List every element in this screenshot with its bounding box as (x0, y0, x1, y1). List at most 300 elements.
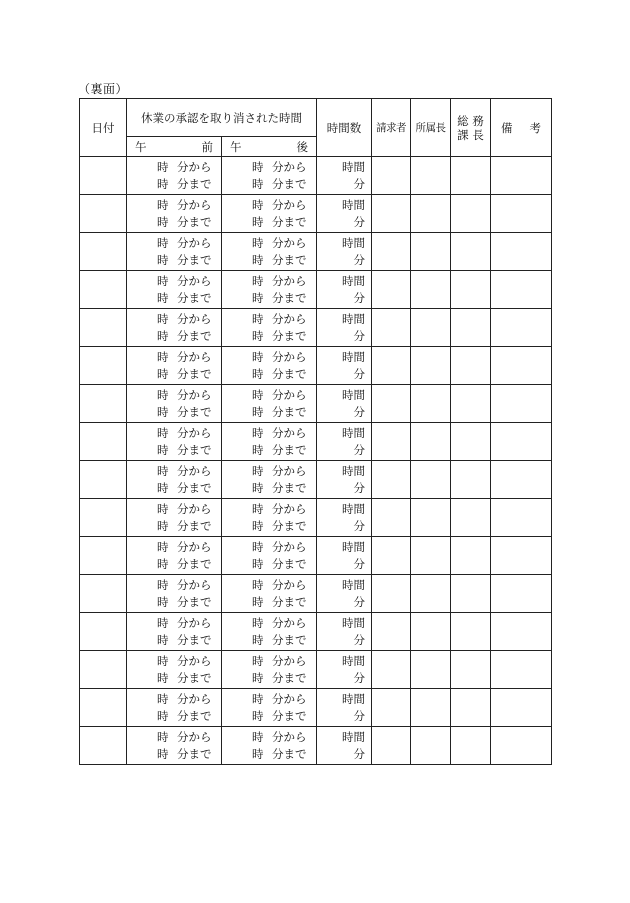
pm-from-label: 分から (272, 615, 307, 630)
remarks-cell[interactable] (491, 613, 552, 651)
table-row (80, 461, 552, 499)
am-from-line (157, 691, 221, 708)
header-am-char2: 前 (201, 139, 213, 154)
date-cell[interactable] (80, 233, 127, 271)
general-affairs-stamp-cell[interactable] (451, 575, 491, 613)
pm-until-line (252, 290, 316, 307)
pm-until-label: 分まで (272, 480, 307, 495)
hours-count-cell[interactable] (317, 195, 372, 233)
date-cell[interactable] (80, 195, 127, 233)
remarks-cell[interactable] (491, 385, 552, 423)
am-from-line (157, 197, 221, 214)
department-head-stamp-cell[interactable] (411, 613, 451, 651)
department-head-stamp-cell[interactable] (411, 195, 451, 233)
general-affairs-stamp-cell[interactable] (451, 157, 491, 195)
am-from-line (157, 349, 221, 366)
pm-until-hour: 時 (252, 518, 264, 533)
pm-time-cell[interactable] (222, 157, 317, 195)
am-until-label: 分まで (177, 518, 212, 533)
pm-until-label: 分まで (272, 404, 307, 419)
pm-until-hour: 時 (252, 746, 264, 761)
header-department-head: 所属長 (411, 99, 451, 157)
pm-time-cell[interactable] (222, 423, 317, 461)
am-time-cell[interactable] (127, 309, 222, 347)
pm-from-label: 分から (272, 235, 307, 250)
pm-time-cell[interactable] (222, 727, 317, 765)
pm-time-cell[interactable] (222, 233, 317, 271)
am-until-hour: 時 (157, 708, 169, 723)
header-pm-char2: 後 (296, 139, 308, 154)
date-cell[interactable] (80, 499, 127, 537)
requester-stamp-cell[interactable] (372, 499, 411, 537)
department-head-stamp-cell[interactable] (411, 347, 451, 385)
hours-label: 時間 (342, 159, 365, 174)
department-head-stamp-cell[interactable] (411, 157, 451, 195)
date-cell[interactable] (80, 423, 127, 461)
pm-until-label: 分まで (272, 518, 307, 533)
pm-from-hour: 時 (252, 615, 264, 630)
am-from-hour: 時 (157, 729, 169, 744)
pm-from-line (252, 311, 316, 328)
hours-label: 時間 (342, 387, 365, 402)
am-time-cell[interactable] (127, 195, 222, 233)
am-from-label: 分から (177, 653, 212, 668)
requester-stamp-cell[interactable] (372, 233, 411, 271)
table-row (80, 689, 552, 727)
requester-stamp-cell[interactable] (372, 271, 411, 309)
hours-count-cell[interactable] (317, 309, 372, 347)
department-head-stamp-cell[interactable] (411, 651, 451, 689)
pm-time-cell[interactable] (222, 271, 317, 309)
department-head-stamp-cell[interactable] (411, 385, 451, 423)
general-affairs-stamp-cell[interactable] (451, 347, 491, 385)
date-cell[interactable] (80, 385, 127, 423)
department-head-stamp-cell[interactable] (411, 233, 451, 271)
pm-from-label: 分から (272, 539, 307, 554)
pm-from-hour: 時 (252, 311, 264, 326)
pm-time-cell[interactable] (222, 499, 317, 537)
requester-stamp-cell[interactable] (372, 385, 411, 423)
department-head-stamp-cell[interactable] (411, 309, 451, 347)
minutes-label: 分 (353, 632, 365, 647)
general-affairs-stamp-cell[interactable] (451, 423, 491, 461)
pm-until-line (252, 328, 316, 345)
department-head-stamp-cell[interactable] (411, 461, 451, 499)
remarks-cell[interactable] (491, 309, 552, 347)
pm-until-line (252, 176, 316, 193)
table-row (80, 233, 552, 271)
pm-until-label: 分まで (272, 746, 307, 761)
pm-until-label: 分まで (272, 176, 307, 191)
am-until-label: 分まで (177, 328, 212, 343)
pm-from-line (252, 159, 316, 176)
am-until-label: 分まで (177, 670, 212, 685)
remarks-cell[interactable] (491, 461, 552, 499)
am-until-hour: 時 (157, 442, 169, 457)
pm-until-line (252, 518, 316, 535)
requester-stamp-cell[interactable] (372, 347, 411, 385)
minutes-label: 分 (353, 290, 365, 305)
pm-from-label: 分から (272, 729, 307, 744)
pm-from-hour: 時 (252, 463, 264, 478)
department-head-stamp-cell[interactable] (411, 537, 451, 575)
am-from-hour: 時 (157, 653, 169, 668)
pm-until-line (252, 746, 316, 763)
am-time-cell[interactable] (127, 157, 222, 195)
hours-label: 時間 (342, 729, 365, 744)
hours-count-cell[interactable] (317, 423, 372, 461)
am-from-hour: 時 (157, 691, 169, 706)
requester-stamp-cell[interactable] (372, 689, 411, 727)
remarks-cell[interactable] (491, 651, 552, 689)
general-affairs-stamp-cell[interactable] (451, 233, 491, 271)
date-cell[interactable] (80, 727, 127, 765)
pm-until-line (252, 404, 316, 421)
page-caption: （裏面） (78, 82, 129, 96)
minutes-label: 分 (353, 366, 365, 381)
pm-from-hour: 時 (252, 501, 264, 516)
date-cell[interactable] (80, 537, 127, 575)
header-pm-char1: 午 (230, 139, 242, 154)
am-until-label: 分まで (177, 290, 212, 305)
general-affairs-stamp-cell[interactable] (451, 461, 491, 499)
pm-until-hour: 時 (252, 480, 264, 495)
pm-from-hour: 時 (252, 425, 264, 440)
requester-stamp-cell[interactable] (372, 157, 411, 195)
am-from-hour: 時 (157, 615, 169, 630)
am-from-hour: 時 (157, 577, 169, 592)
am-from-hour: 時 (157, 311, 169, 326)
am-until-line (157, 518, 221, 535)
am-from-label: 分から (177, 729, 212, 744)
department-head-stamp-cell[interactable] (411, 499, 451, 537)
hours-label: 時間 (342, 425, 365, 440)
am-time-cell[interactable] (127, 499, 222, 537)
am-from-label: 分から (177, 425, 212, 440)
department-head-stamp-cell[interactable] (411, 689, 451, 727)
pm-time-cell[interactable] (222, 613, 317, 651)
am-from-label: 分から (177, 691, 212, 706)
am-from-line (157, 425, 221, 442)
pm-time-cell[interactable] (222, 385, 317, 423)
am-from-label: 分から (177, 577, 212, 592)
am-from-label: 分から (177, 197, 212, 212)
hours-count-cell[interactable] (317, 727, 372, 765)
general-affairs-stamp-cell[interactable] (451, 195, 491, 233)
am-from-line (157, 311, 221, 328)
table-row (80, 499, 552, 537)
pm-until-line (252, 708, 316, 725)
am-until-line (157, 632, 221, 649)
pm-from-hour: 時 (252, 577, 264, 592)
pm-until-label: 分まで (272, 670, 307, 685)
am-from-line (157, 615, 221, 632)
pm-until-hour: 時 (252, 708, 264, 723)
table-row (80, 651, 552, 689)
requester-stamp-cell[interactable] (372, 575, 411, 613)
date-cell[interactable] (80, 613, 127, 651)
am-from-line (157, 159, 221, 176)
header-pm (222, 137, 317, 157)
am-until-line (157, 746, 221, 763)
requester-stamp-cell[interactable] (372, 651, 411, 689)
pm-from-line (252, 501, 316, 518)
table-row (80, 537, 552, 575)
pm-until-label: 分まで (272, 556, 307, 571)
date-cell[interactable] (80, 651, 127, 689)
pm-from-label: 分から (272, 653, 307, 668)
am-from-line (157, 577, 221, 594)
am-until-label: 分まで (177, 480, 212, 495)
general-affairs-stamp-cell[interactable] (451, 689, 491, 727)
am-until-line (157, 290, 221, 307)
pm-time-cell[interactable] (222, 689, 317, 727)
general-affairs-stamp-cell[interactable] (451, 309, 491, 347)
general-affairs-stamp-cell[interactable] (451, 499, 491, 537)
minutes-label: 分 (353, 746, 365, 761)
pm-until-hour: 時 (252, 366, 264, 381)
pm-until-hour: 時 (252, 328, 264, 343)
pm-until-hour: 時 (252, 594, 264, 609)
am-time-cell[interactable] (127, 727, 222, 765)
remarks-cell[interactable] (491, 423, 552, 461)
pm-until-line (252, 442, 316, 459)
remarks-cell[interactable] (491, 689, 552, 727)
am-from-label: 分から (177, 159, 212, 174)
date-cell[interactable] (80, 271, 127, 309)
pm-until-line (252, 670, 316, 687)
pm-time-cell[interactable] (222, 461, 317, 499)
am-from-label: 分から (177, 311, 212, 326)
minutes-label: 分 (353, 404, 365, 419)
am-from-hour: 時 (157, 159, 169, 174)
pm-from-line (252, 273, 316, 290)
hours-label: 時間 (342, 311, 365, 326)
hours-count-cell[interactable] (317, 385, 372, 423)
pm-from-line (252, 577, 316, 594)
hours-count-cell[interactable] (317, 537, 372, 575)
pm-from-hour: 時 (252, 197, 264, 212)
hours-label: 時間 (342, 691, 365, 706)
general-affairs-stamp-cell[interactable] (451, 537, 491, 575)
am-from-hour: 時 (157, 197, 169, 212)
am-until-line (157, 328, 221, 345)
header-cancelled-leave: 休業の承認を取り消された時間 (127, 99, 317, 137)
am-until-label: 分まで (177, 404, 212, 419)
hours-count-cell[interactable] (317, 575, 372, 613)
pm-from-label: 分から (272, 425, 307, 440)
pm-from-line (252, 539, 316, 556)
pm-from-hour: 時 (252, 653, 264, 668)
am-from-label: 分から (177, 273, 212, 288)
date-cell[interactable] (80, 347, 127, 385)
am-from-label: 分から (177, 539, 212, 554)
pm-from-label: 分から (272, 463, 307, 478)
pm-from-line (252, 235, 316, 252)
general-affairs-stamp-cell[interactable] (451, 271, 491, 309)
department-head-stamp-cell[interactable] (411, 271, 451, 309)
pm-from-hour: 時 (252, 729, 264, 744)
pm-from-line (252, 425, 316, 442)
remarks-cell[interactable] (491, 727, 552, 765)
pm-from-label: 分から (272, 691, 307, 706)
header-general-affairs-chief (451, 99, 491, 157)
hours-count-cell[interactable] (317, 233, 372, 271)
am-from-line (157, 235, 221, 252)
am-time-cell[interactable] (127, 271, 222, 309)
am-from-hour: 時 (157, 539, 169, 554)
am-from-hour: 時 (157, 501, 169, 516)
pm-time-cell[interactable] (222, 651, 317, 689)
am-time-cell[interactable] (127, 537, 222, 575)
header-am-char1: 午 (135, 139, 147, 154)
table-row (80, 309, 552, 347)
am-from-line (157, 273, 221, 290)
remarks-cell[interactable] (491, 347, 552, 385)
pm-until-hour: 時 (252, 670, 264, 685)
am-until-line (157, 594, 221, 611)
department-head-stamp-cell[interactable] (411, 727, 451, 765)
pm-from-line (252, 387, 316, 404)
pm-until-hour: 時 (252, 214, 264, 229)
pm-until-hour: 時 (252, 556, 264, 571)
pm-until-label: 分まで (272, 594, 307, 609)
am-from-hour: 時 (157, 387, 169, 402)
date-cell[interactable] (80, 575, 127, 613)
table-row (80, 195, 552, 233)
am-from-line (157, 501, 221, 518)
pm-time-cell[interactable] (222, 195, 317, 233)
department-head-stamp-cell[interactable] (411, 423, 451, 461)
am-until-hour: 時 (157, 632, 169, 647)
requester-stamp-cell[interactable] (372, 461, 411, 499)
minutes-label: 分 (353, 252, 365, 267)
am-from-label: 分から (177, 501, 212, 516)
requester-stamp-cell[interactable] (372, 727, 411, 765)
requester-stamp-cell[interactable] (372, 195, 411, 233)
am-until-label: 分まで (177, 594, 212, 609)
pm-until-line (252, 480, 316, 497)
pm-from-label: 分から (272, 349, 307, 364)
am-from-label: 分から (177, 349, 212, 364)
remarks-cell[interactable] (491, 499, 552, 537)
am-time-cell[interactable] (127, 689, 222, 727)
pm-from-hour: 時 (252, 159, 264, 174)
am-time-cell[interactable] (127, 423, 222, 461)
pm-time-cell[interactable] (222, 347, 317, 385)
table-row (80, 385, 552, 423)
am-until-hour: 時 (157, 746, 169, 761)
date-cell[interactable] (80, 309, 127, 347)
pm-until-label: 分まで (272, 214, 307, 229)
requester-stamp-cell[interactable] (372, 613, 411, 651)
pm-until-line (252, 252, 316, 269)
am-time-cell[interactable] (127, 651, 222, 689)
hours-count-cell[interactable] (317, 689, 372, 727)
general-affairs-stamp-cell[interactable] (451, 385, 491, 423)
pm-until-line (252, 594, 316, 611)
remarks-cell[interactable] (491, 233, 552, 271)
am-until-hour: 時 (157, 594, 169, 609)
am-time-cell[interactable] (127, 385, 222, 423)
am-time-cell[interactable] (127, 613, 222, 651)
hours-count-cell[interactable] (317, 271, 372, 309)
date-cell[interactable] (80, 689, 127, 727)
am-until-hour: 時 (157, 176, 169, 191)
remarks-cell[interactable] (491, 537, 552, 575)
am-time-cell[interactable] (127, 461, 222, 499)
hours-label: 時間 (342, 349, 365, 364)
department-head-stamp-cell[interactable] (411, 575, 451, 613)
am-until-line (157, 176, 221, 193)
pm-time-cell[interactable] (222, 309, 317, 347)
hours-count-cell[interactable] (317, 613, 372, 651)
hours-count-cell[interactable] (317, 461, 372, 499)
requester-stamp-cell[interactable] (372, 309, 411, 347)
general-affairs-stamp-cell[interactable] (451, 651, 491, 689)
am-from-line (157, 729, 221, 746)
am-until-hour: 時 (157, 366, 169, 381)
pm-time-cell[interactable] (222, 575, 317, 613)
hours-count-cell[interactable] (317, 651, 372, 689)
requester-stamp-cell[interactable] (372, 423, 411, 461)
header-date: 日付 (80, 99, 127, 157)
minutes-label: 分 (353, 328, 365, 343)
requester-stamp-cell[interactable] (372, 537, 411, 575)
date-cell[interactable] (80, 157, 127, 195)
general-affairs-stamp-cell[interactable] (451, 727, 491, 765)
hours-count-cell[interactable] (317, 347, 372, 385)
am-until-hour: 時 (157, 214, 169, 229)
header-remarks-char1: 備 (501, 120, 513, 135)
table-row (80, 613, 552, 651)
date-cell[interactable] (80, 461, 127, 499)
am-time-cell[interactable] (127, 575, 222, 613)
pm-from-label: 分から (272, 159, 307, 174)
pm-until-hour: 時 (252, 632, 264, 647)
am-time-cell[interactable] (127, 347, 222, 385)
remarks-cell[interactable] (491, 271, 552, 309)
remarks-cell[interactable] (491, 195, 552, 233)
general-affairs-stamp-cell[interactable] (451, 613, 491, 651)
am-until-hour: 時 (157, 328, 169, 343)
am-from-line (157, 653, 221, 670)
pm-until-label: 分まで (272, 708, 307, 723)
am-from-label: 分から (177, 463, 212, 478)
table-row (80, 157, 552, 195)
am-until-line (157, 366, 221, 383)
pm-from-label: 分から (272, 387, 307, 402)
hours-count-cell[interactable] (317, 499, 372, 537)
hours-count-cell[interactable] (317, 157, 372, 195)
pm-until-label: 分まで (272, 252, 307, 267)
table-row (80, 575, 552, 613)
header-hours-count: 時間数 (317, 99, 372, 157)
am-time-cell[interactable] (127, 233, 222, 271)
am-from-hour: 時 (157, 349, 169, 364)
pm-until-hour: 時 (252, 442, 264, 457)
header-am (127, 137, 222, 157)
pm-time-cell[interactable] (222, 537, 317, 575)
remarks-cell[interactable] (491, 575, 552, 613)
pm-from-hour: 時 (252, 691, 264, 706)
remarks-cell[interactable] (491, 157, 552, 195)
am-until-label: 分まで (177, 366, 212, 381)
pm-until-line (252, 632, 316, 649)
am-from-label: 分から (177, 387, 212, 402)
pm-until-label: 分まで (272, 632, 307, 647)
table-row (80, 727, 552, 765)
